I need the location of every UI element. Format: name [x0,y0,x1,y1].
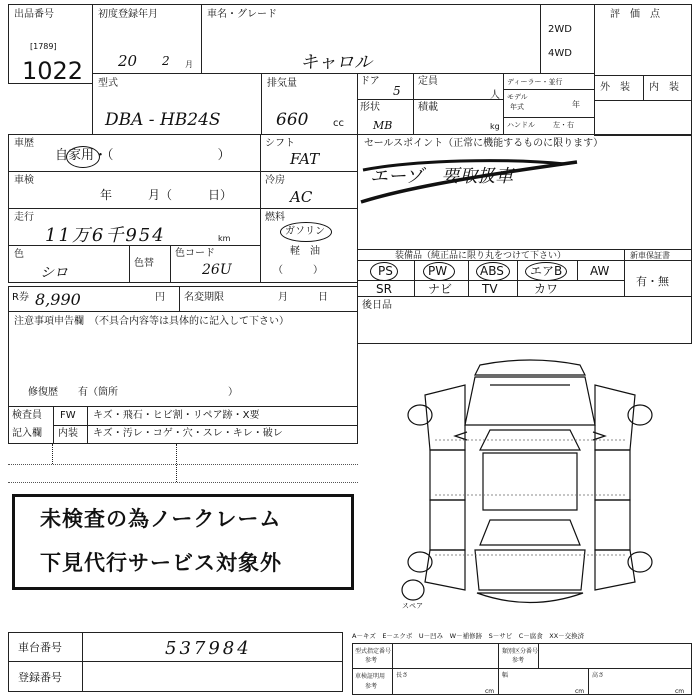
mileage-value: 11万6千954 [45,225,166,246]
drive-4wd[interactable]: 4WD [548,48,572,59]
checker-interior-label: 内装 [58,428,78,439]
door-label: ドア [360,76,380,87]
checker-fw-text: キズ・飛石・ヒビ割・リペア跡・X要 [93,410,260,421]
yen-unit: 円 [155,292,165,303]
warranty-value[interactable]: 有・無 [636,275,669,288]
equip-pw[interactable]: PW [428,264,448,278]
first-reg-month: 2 [162,54,170,68]
checker-label-2: 記入欄 [12,428,42,439]
equip-airbag-circle [525,262,567,281]
model-value: DBA - HB24S [105,110,221,130]
registration-label: 登録番号 [18,671,62,684]
class-sub: 参考 [512,657,525,664]
cc-unit: cc [333,118,344,129]
month-unit: 月 [185,60,193,69]
damage-legend: A－キズ E－エクボ U－凹み W－補修跡 S－サビ C－腐食 XX－交換済 [352,632,585,640]
color-change-label: 色替 [134,258,154,269]
strike-lines [355,150,595,210]
color-code-value: 26U [202,262,232,278]
recycle-label: R券 [12,292,29,303]
equip-aw[interactable]: AW [590,264,610,278]
load-label: 積載 [418,102,438,113]
car-body-diagram [395,350,665,620]
color-cell [8,245,130,283]
class-label: 類別区分番号 [502,648,539,655]
fuel-other: （ ） [273,265,323,276]
score-blank [594,100,692,136]
spare-label: スペア [402,602,423,610]
checker-interior-text: キズ・汚レ・コゲ・穴・スレ・キレ・破レ [93,428,283,439]
recycle-value: 8,990 [35,290,81,309]
stamp-line-2: 下見代行サービス対象外 [40,551,282,575]
sales-points-struck-text: エーゾ 要取扱車 [370,166,514,187]
width-unit: cm [575,688,585,695]
ac-value: AC [290,188,313,206]
shape-label: 形状 [360,102,380,113]
lot-number: 1022 [22,57,84,85]
ac-label: 冷房 [265,175,285,186]
later-items-cell [357,296,692,344]
shift-label: シフト [265,138,295,149]
form-label: 型式指定番号 [355,648,392,655]
equip-ps-circle [370,262,398,281]
history-label: 車歴 [14,138,34,149]
km-unit: km [218,234,231,243]
form-sub: 参考 [365,657,378,664]
equip-abs[interactable]: ABS [480,264,504,278]
repair-history: 修復歴 有（箇所 ） [28,387,238,398]
drive-cell [540,4,595,74]
equipment-label: 装備品（純正品に限り丸をつけて下さい） [395,251,567,261]
interior-label: 内 装 [649,82,679,93]
handle-label: ハンドル [507,121,535,129]
door-value: 5 [393,84,401,98]
model-year-label: モデル [507,93,528,101]
fuel-gasoline: ガソリン [285,226,325,237]
history-circle [66,146,100,168]
later-items-label: 後日品 [362,300,392,311]
name-change-label: 名変期限 [184,292,224,303]
width-label: 幅 [502,672,509,679]
length-label: 長さ [396,672,409,679]
mileage-label: 走行 [14,212,34,223]
drive-2wd[interactable]: 2WD [548,24,572,35]
length-unit: cm [485,688,495,695]
name-change-value: 月 日 [278,292,328,303]
score-label: 評 価 点 [610,9,660,20]
equip-pw-circle [423,262,455,281]
notes-label: 注意事項申告欄 （不具合内容等は具体的に記入して下さい） [14,316,289,327]
load-unit: kg [490,122,500,131]
displacement-value: 660 [276,110,309,130]
height-label: 高さ [592,672,605,679]
cert-sub: 参考 [365,683,378,690]
model-year-sub: 年式 [510,103,524,111]
fuel-label: 燃料 [265,212,285,223]
equip-navi[interactable]: ナビ [428,282,453,296]
chassis-value: 537984 [165,638,252,659]
capacity-label: 定員 [418,76,438,87]
equip-abs-circle [476,262,510,281]
cert-label: 車検証明用 [355,673,386,680]
color-value: シロ [40,265,68,281]
checker-label-1: 検査員 [12,410,42,421]
color-label: 色 [14,249,24,260]
displacement-label: 排気量 [267,78,297,89]
sales-points-label: セールスポイント（正常に機能するものに限ります） [364,138,604,149]
height-unit: cm [675,688,685,695]
car-name-value: キャロル [300,52,372,73]
year-unit: 年 [572,100,580,109]
fuel-diesel: 軽 油 [290,246,320,257]
dealer-label: ディーラー・並行 [507,78,563,86]
handle-value: 左・右 [553,121,574,129]
lot-code: [1789] [30,42,57,51]
inspection-value: 年 月（ 日） [100,188,233,202]
first-reg-label: 初度登録年月 [98,9,158,20]
history-value: 自家用・（ ） [55,148,231,163]
chassis-label: 車台番号 [18,641,62,654]
shape-value: MB [373,119,393,132]
car-name-label: 車名・グレード [207,9,277,20]
capacity-unit: 人 [490,90,500,101]
equip-ps[interactable]: PS [378,264,393,278]
checker-fw-label: FW [60,410,76,421]
exterior-label: 外 装 [600,82,630,93]
equip-tv[interactable]: TV [482,282,498,296]
shift-value: FAT [290,150,320,168]
equip-airbag[interactable]: エアB [530,264,563,278]
color-code-label: 色コード [175,248,215,259]
equip-sr[interactable]: SR [376,282,392,296]
equip-leather[interactable]: カワ [534,282,559,296]
inspection-label: 車検 [14,175,34,186]
stamp-line-1: 未検査の為ノークレーム [40,507,282,531]
model-label: 型式 [98,78,118,89]
warranty-label: 新車保証書 [630,251,670,260]
first-reg-value: 20 [118,52,138,70]
fuel-circle [280,222,332,242]
lot-label: 出品番号 [14,9,54,20]
